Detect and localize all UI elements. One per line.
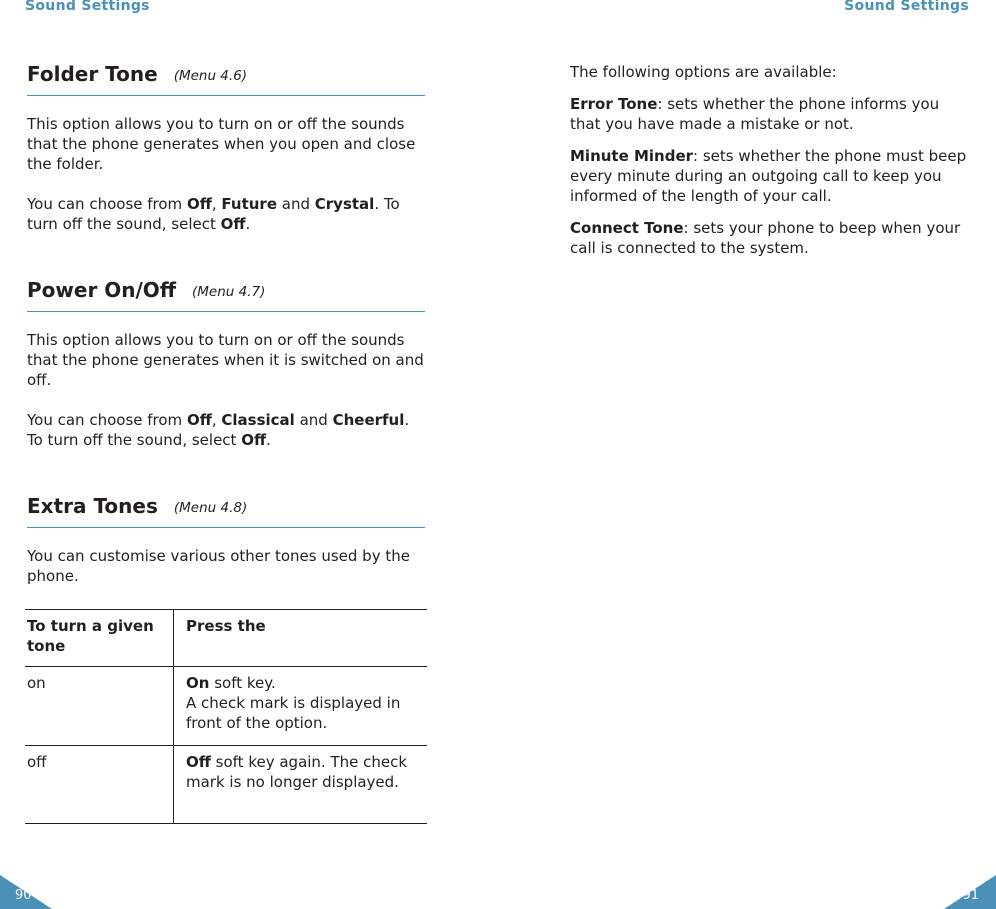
table-cell: Off soft key again. The check mark is no longer displayed. [186,753,408,791]
option-item: Minute Minder: sets whether the phone must beep every minute during an outgoing call to keep you informed of the length of your call. [570,147,967,205]
table-cell: off [25,746,174,824]
menu-reference: (Menu 4.6) [173,68,248,84]
section-title: Folder Tone [27,62,158,86]
table-row [25,746,427,824]
table-header-row [25,610,427,667]
page-number-right: 91 [962,888,979,903]
section-heading [27,60,425,96]
right-page [570,62,970,270]
section-heading [27,276,425,312]
option-item: Connect Tone: sets your phone to beep when your call is connected to the system. [570,219,961,257]
table-row [25,667,427,746]
paragraph: This option allows you to turn on or off the sounds that the phone generates when it is switched on and off. [27,331,424,389]
section-heading [27,492,425,528]
running-head-left: Sound Settings [25,0,150,14]
page-number-left: 90 [15,888,32,903]
section-title: Power On/Off [27,278,177,302]
table-header-cell: To turn a given tone [25,610,174,667]
menu-reference: (Menu 4.7) [192,284,266,300]
paragraph: This option allows you to turn on or off the sounds that the phone generates when you open and close the folder. [27,115,416,173]
folder-tone-section [27,60,425,234]
running-head-right: Sound Settings [844,0,969,14]
intro-paragraph: The following options are available: [570,63,837,81]
option-item: Error Tone: sets whether the phone informs you that you have made a mistake or not. [570,95,940,133]
paragraph: You can choose from Off, Future and Crystal. To turn off the sound, select Off. [27,195,400,233]
table-header-cell: Press the [186,617,266,635]
table-cell: on [25,667,174,746]
paragraph: You can customise various other tones used by the phone. [27,547,410,585]
power-on-off-section [27,276,425,450]
extra-tones-section [27,492,425,586]
menu-reference: (Menu 4.8) [173,500,248,516]
paragraph: You can choose from Off, Classical and Cheerful. To turn off the sound, select Off. [27,411,410,449]
table-cell: On soft key. A check mark is displayed in front of the option. [186,674,401,732]
section-title: Extra Tones [27,494,158,518]
tones-table [25,609,427,824]
